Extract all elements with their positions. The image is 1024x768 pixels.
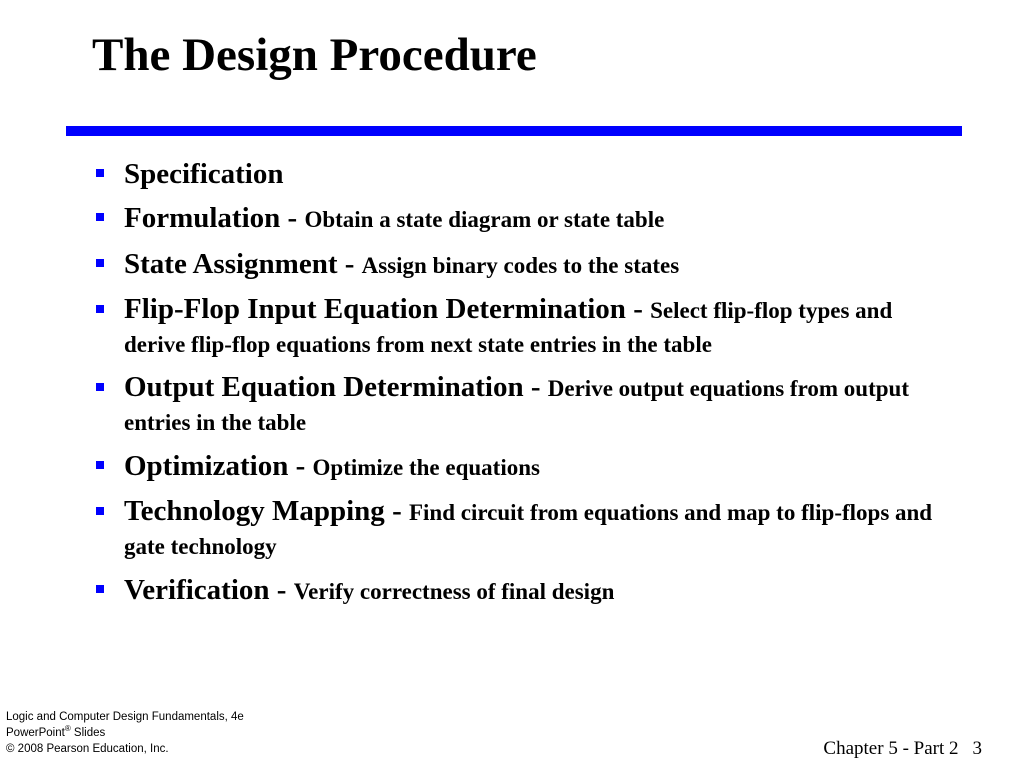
- square-bullet-icon: [96, 213, 104, 221]
- bullet-description: Select flip-flop types and derive flip-flop equations from next state entries in the table: [124, 298, 893, 357]
- slide-title: The Design Procedure: [92, 29, 537, 81]
- bullet-separator: -: [280, 202, 305, 234]
- page-number: 3: [972, 738, 982, 759]
- bullet-heading: Verification: [124, 574, 270, 606]
- bullet-description: Verify correctness of final design: [293, 579, 615, 604]
- footer-slides-line: [6, 725, 244, 741]
- bullet-heading: Technology Mapping: [124, 495, 385, 527]
- bullet-description: Find circuit from equations and map to flip-flops and gate technology: [124, 500, 933, 559]
- bullet-separator: -: [523, 371, 548, 403]
- square-bullet-icon: [96, 169, 104, 177]
- bullet-description: Derive output equations from output entries in the table: [124, 376, 909, 435]
- square-bullet-icon: [96, 305, 104, 313]
- title-divider: [66, 126, 962, 136]
- square-bullet-icon: [96, 585, 104, 593]
- bullet-item-specification: [92, 156, 952, 192]
- bullet-description: Assign binary codes to the states: [361, 253, 680, 278]
- square-bullet-icon: [96, 461, 104, 469]
- bullet-separator: -: [269, 574, 294, 606]
- square-bullet-icon: [96, 507, 104, 515]
- bullet-separator: -: [337, 248, 362, 280]
- bullet-item-state-assignment: [92, 246, 952, 284]
- bullet-item-flip-flop-input-equation: [92, 292, 952, 362]
- footer-chapter-info: [823, 738, 982, 760]
- bullet-item-output-equation: [92, 370, 952, 440]
- bullet-heading: Optimization: [124, 450, 289, 482]
- square-bullet-icon: [96, 383, 104, 391]
- footer-chapter-label: Chapter 5 - Part 2: [823, 738, 959, 759]
- bullet-item-technology-mapping: [92, 494, 952, 564]
- bullet-item-optimization: [92, 448, 952, 486]
- bullet-description: Optimize the equations: [312, 455, 540, 480]
- bullet-heading: Output Equation Determination: [124, 371, 524, 403]
- square-bullet-icon: [96, 259, 104, 267]
- footer-copyright: [6, 709, 244, 757]
- bullet-separator: -: [625, 293, 651, 325]
- bullet-heading: Specification: [124, 158, 284, 190]
- registered-mark: ®: [64, 724, 71, 734]
- bullet-heading: Flip-Flop Input Equation Determination: [124, 293, 626, 325]
- footer-book-title: Logic and Computer Design Fundamentals, 4e: [6, 711, 244, 723]
- footer-product-name: PowerPoint: [6, 727, 65, 739]
- bullet-item-formulation: [92, 200, 952, 238]
- bullet-list: [92, 156, 952, 618]
- bullet-description: Obtain a state diagram or state table: [304, 207, 665, 232]
- bullet-separator: -: [384, 495, 409, 527]
- bullet-heading: State Assignment: [124, 248, 338, 280]
- footer-copyright-line: © 2008 Pearson Education, Inc.: [6, 743, 169, 755]
- footer-slides-label: Slides: [70, 727, 106, 739]
- bullet-separator: -: [288, 450, 313, 482]
- bullet-heading: Formulation: [124, 202, 281, 234]
- bullet-item-verification: [92, 572, 952, 610]
